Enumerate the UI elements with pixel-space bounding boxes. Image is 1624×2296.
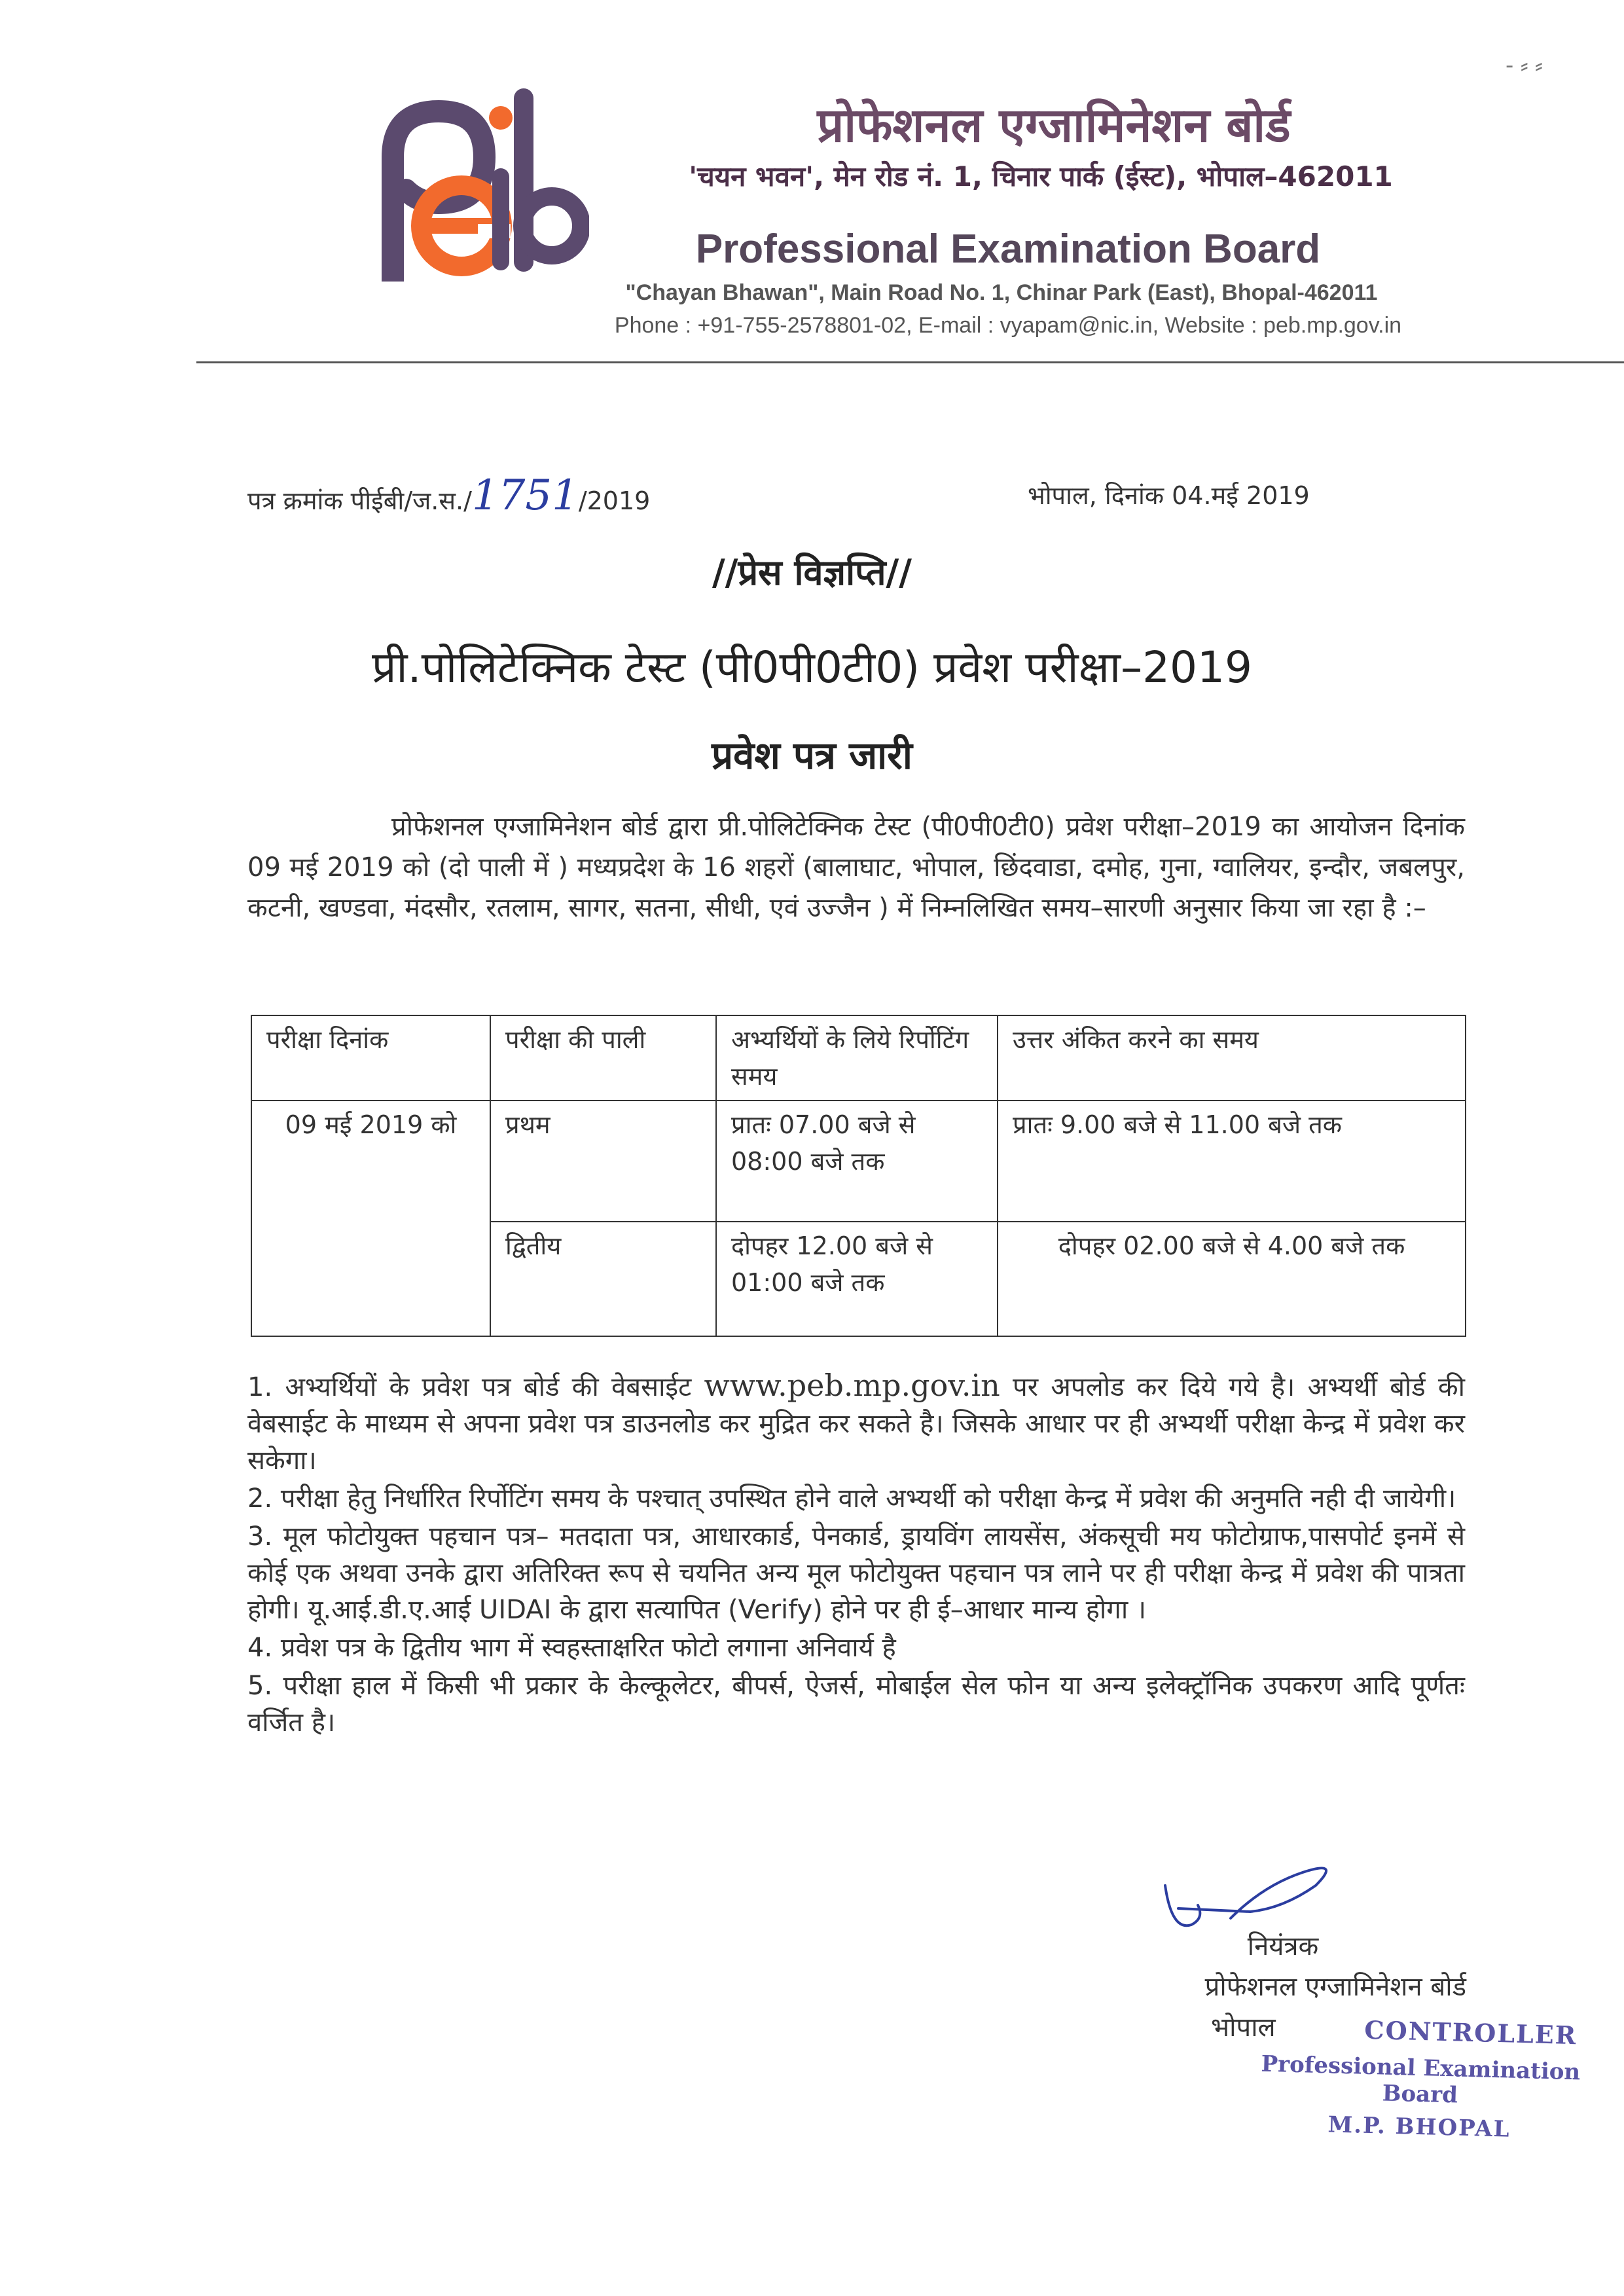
signatory-organization: प्रोफेशनल एग्जामिनेशन बोर्ड	[1204, 1972, 1466, 2002]
reporting-cell: प्रातः 07.00 बजे से 08:00 बजे तक	[716, 1101, 998, 1222]
signatory-designation: नियंत्रक	[1247, 1931, 1319, 1961]
org-contact-line: Phone : +91-755-2578801-02, E-mail : vyapam@nic.in, Website : peb.mp.gov.in	[614, 313, 1402, 338]
stamp-line-2: Professional Examination Board	[1261, 2050, 1581, 2109]
exam-title: प्री.पोलिटेक्निक टेस्ट (पी0पी0टी0) प्रवेश परीक्षा–2019	[371, 642, 1253, 693]
table-header-row	[251, 1015, 1466, 1101]
instruction-item-4: 4. प्रवेश पत्र के द्वितीय भाग में स्वहस्ताक्षरित फोटो लगाना अनिवार्य है	[247, 1633, 896, 1663]
header-shift: परीक्षा की पाली	[490, 1015, 716, 1101]
org-address-english: "Chayan Bhawan", Main Road No. 1, Chinar Park (East), Bhopal-462011	[625, 280, 1378, 305]
corner-marks: - ⸗ ⸗	[1506, 52, 1543, 79]
header-answer-time: उत्तर अंकित करने का समय	[998, 1015, 1466, 1101]
letter-date: भोपाल, दिनांक 04.मई 2019	[1028, 481, 1310, 510]
instruction-item-1: 1. अभ्यर्थियों के प्रवेश पत्र बोर्ड की वेबसाईट www.peb.mp.gov.in पर अपलोड कर दिये गये है। अभ्यर्थी बोर्ड की वेबसाईट के माध्यम से अपना प्रवेश पत्र डाउनलोड कर मुद्रित कर सकते है। जिसके आधार पर ही अभ्यर्थी परीक्षा केन्द्र में प्रवेश कर सकेगा।	[247, 1368, 1465, 1476]
stamp-line-3: M.P. BHOPAL	[1327, 2111, 1511, 2143]
shift-cell: द्वितीय	[490, 1222, 716, 1336]
header-exam-date: परीक्षा दिनांक	[251, 1015, 490, 1101]
instruction-item-3: 3. मूल फोटोयुक्त पहचान पत्र– मतदाता पत्र, आधारकार्ड, पेनकार्ड, ड्रायविंग लायसेंस, अंकसूची मय फोटोग्राफ,पासपोर्ट इनमें से कोई एक अथवा उनके द्वारा अतिरिक्त रूप से चयनित अन्य मूल फोटोयुक्त पहचान पत्र लाने पर ही परीक्षा केन्द्र में प्रवेश की पात्रता होगी। यू.आई.डी.ए.आई UIDAI के द्वारा सत्यापित (Verify) होने पर ही ई–आधार मान्य होगा ।	[247, 1522, 1465, 1625]
org-title-hindi: प्रोफेशनल एग्जामिनेशन बोर्ड	[817, 98, 1291, 153]
reference-handwritten-number: 1751	[471, 471, 579, 520]
header-divider	[196, 361, 1624, 363]
press-release-heading: //प्रेस विज्ञप्ति//	[712, 552, 912, 593]
website-link[interactable]: www.peb.mp.gov.in	[704, 1368, 1000, 1403]
table-row	[251, 1101, 1466, 1222]
exam-date-cell: 09 मई 2019 को	[251, 1101, 490, 1336]
header-reporting-time: अभ्यर्थियों के लिये रिर्पोटिंग समय	[716, 1015, 998, 1101]
reporting-cell: दोपहर 12.00 बजे से 01:00 बजे तक	[716, 1222, 998, 1336]
exam-schedule-table	[251, 1015, 1466, 1337]
org-address-hindi: 'चयन भवन', मेन रोड नं. 1, चिनार पार्क (ईस्ट), भोपाल–462011	[689, 160, 1393, 192]
reference-suffix: /2019	[578, 486, 651, 515]
org-title-english: Professional Examination Board	[695, 227, 1321, 272]
peb-logo	[367, 85, 589, 282]
answer-time-cell: दोपहर 02.00 बजे से 4.00 बजे तक	[998, 1222, 1466, 1336]
answer-time-cell: प्रातः 9.00 बजे से 11.00 बजे तक	[998, 1101, 1466, 1222]
controller-stamp	[1223, 2011, 1619, 2145]
reference-prefix: पत्र क्रमांक पीईबी/ज.स./	[247, 486, 472, 515]
shift-cell: प्रथम	[490, 1101, 716, 1222]
admit-card-heading: प्रवेश पत्र जारी	[712, 733, 912, 778]
instruction-item-5: 5. परीक्षा हाल में किसी भी प्रकार के केल्कूलेटर, बीपर्स, ऐजर्स, मोबाईल सेल फोन या अन्य इलेक्ट्रॉनिक उपकरण आदि पूर्णतः वर्जित है।	[247, 1671, 1465, 1738]
stamp-line-1: CONTROLLER	[1363, 2014, 1578, 2050]
instructions-list	[247, 1367, 1465, 1742]
signatory-place: भोपाल	[1211, 2013, 1276, 2043]
intro-paragraph: प्रोफेशनल एग्जामिनेशन बोर्ड द्वारा प्री.पोलिटेक्निक टेस्ट (पी0पी0टी0) प्रवेश परीक्षा–2019 का आयोजन दिनांक 09 मई 2019 को (दो पाली में ) मध्यप्रदेश के 16 शहरों (बालाघाट, भोपाल, छिंदवाडा, दमोह, गुना, ग्वालियर, इन्दौर, जबलपुर, कटनी, खण्डवा, मंदसौर, रतलाम, सागर, सतना, सीधी, एवं उज्जैन ) में निम्नलिखित समय–सारणी अनुसार किया जा रहा है :–	[247, 812, 1465, 923]
reference-number	[247, 471, 650, 520]
instruction-item-2: 2. परीक्षा हेतु निर्धारित रिर्पोटिंग समय के पश्चात् उपस्थित होने वाले अभ्यर्थी को परीक्षा केन्द्र में प्रवेश की अनुमति नही दी जायेगी।	[247, 1484, 1456, 1514]
